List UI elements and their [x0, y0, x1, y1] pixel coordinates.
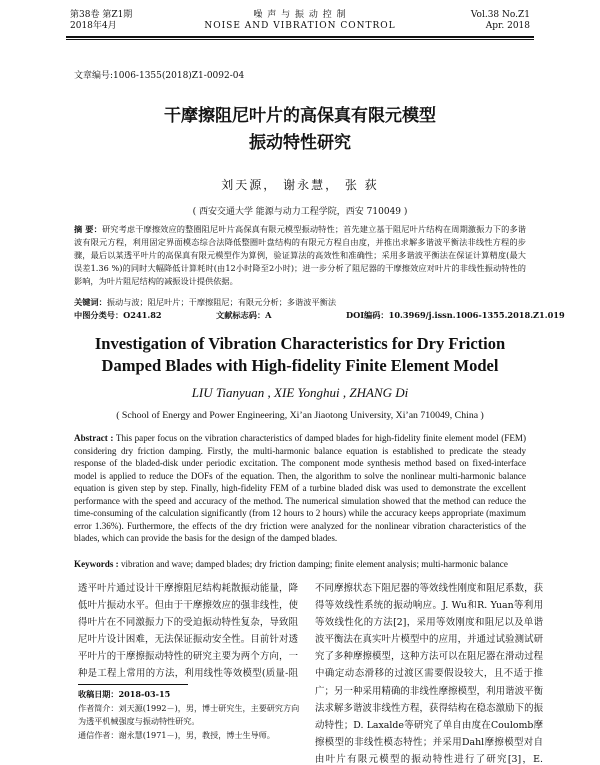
- body-column-left: 透平叶片通过设计干摩擦阻尼结构耗散振动能量，降低叶片振动水平。但由于干摩擦效应的强非线性，使得叶片在不同激振力下的受迫振动特性复杂，导致阻尼叶片设计困难，无法保证振动安全性。目前针对透平叶片的干摩擦振动特性的研究主要为两个方向，一种是工程上常用的方法，利用线性等效模型(质量-阻: [78, 583, 298, 680]
- footnote-contact: 通信作者：谢永慧(1971－)，男，教授，博士生导师。: [78, 729, 275, 740]
- date-cn: 2018年4月: [70, 21, 117, 31]
- keywords-chinese: [74, 296, 526, 308]
- title-cn-line-1: 干摩擦阻尼叶片的高保真有限元模型: [164, 106, 436, 126]
- abstract-chinese: [74, 223, 526, 288]
- footnotes: [78, 688, 303, 765]
- date-en: Apr. 2018: [485, 21, 530, 31]
- abstract-english: [74, 432, 526, 545]
- volume-issue-en: Vol.38 No.Z1: [470, 10, 530, 20]
- title-en-line-2: Damped Blades with High-fidelity Finite Element Model: [101, 356, 499, 375]
- affiliation-english: ( School of Energy and Power Engineering, Xi’an Jiaotong University, Xi’an 710049, China ): [116, 410, 484, 421]
- title-english: [0, 333, 600, 377]
- document-code: 文献标志码：A: [216, 310, 272, 320]
- authors-chinese: 刘天源， 谢永慧， 张 荻: [221, 178, 379, 192]
- title-cn-line-2: 振动特性研究: [249, 133, 351, 153]
- journal-name-en: NOISE AND VIBRATION CONTROL: [204, 21, 396, 31]
- abstract-en-text: This paper focus on the vibration characteristics of damped blades for high-fidelity finite element model (FEM) considering dry friction damping. Firstly, the multi-harmonic balance equation is established to predicate the steady response of the bladed-disk under periodic excitation. The component mode synthesis method based on fixed-interface model is applied to reduce the DOFs of the equation. Then, the algorithm to solve the nonlinear multi-harmonic balance equation is given step by step. Finally, high-fidelity FEM of a turbine bladed disk was used to demonstrate the excellent performance with the speed and accuracy of the method. The numerical simulation showed that the method can reduce the time-consuming of the calculation significantly (from 12 hours to 2 hours) while the accuracy keeps appropriate (maximum error 1.36%). Furthermore, the effects of the dry friction were analyzed for the nonlinear vibration characteristics of the blades, which can provide the basis for the design of the damped blades.: [74, 433, 526, 543]
- keywords-en-text: vibration and wave; damped blades; dry friction damping; finite element analysis; multi-harmonic balance: [120, 559, 508, 569]
- keywords-english: [74, 558, 526, 570]
- footnote-received: 收稿日期：2018-03-15: [78, 689, 171, 699]
- header-rule-thin: [66, 39, 534, 40]
- clc-number: 中图分类号：O241.82: [74, 310, 162, 320]
- body-column-right: 不同摩擦状态下阻尼器的等效线性刚度和阻尼系数，获得等效线性系统的振动响应。J. Wu和R. Yuan等利用等效线性化的方法[2]，采用等效刚度和阻尼以及单谐波平衡法在真实叶片模型中的应用，并通过试验测试研究了多种摩擦模型，这种方法可以在阻尼器在滑动过程中确定动态滑移的过渡区需要假设较大，且不适于推广；另一种采用精确的非线性摩擦模型，利用谐波平衡法求解多谐波非线性方程，获得结构在稳态激励下的振动特性；D. Laxalde等研究了单自由度在Coulomb摩擦模型的非线性模态特性；并采用Dahl摩擦模型对自由叶片有限元模型的振动特性进行了研究[3]，E.: [315, 583, 543, 765]
- footnote-author: 作者简介：刘天源(1992－)，男，博士研究生，主要研究方向为透平机械强度与振动特性研究。: [78, 702, 300, 726]
- abstract-cn-label: 摘 要：: [74, 224, 102, 234]
- footnote-rule: [78, 684, 188, 685]
- article-number: 文章编号:1006-1355(2018)Z1-0092-04: [74, 71, 245, 81]
- header-rule-thick: [66, 36, 534, 38]
- keywords-en-label: Keywords :: [74, 559, 121, 569]
- journal-name-cn: 噪 声 与 振 动 控 制: [253, 10, 347, 20]
- abstract-cn-text: 研究考虑干摩擦效应的整圈阻尼叶片高保真有限元模型振动特性；首先建立基于阻尼叶片结构在周期激振力下的多谐波有限元方程，利用固定界面模态综合法降低整圈叶盘结构的有限元方程自由度，并推出求解多谐波平衡法非线性方程的步骤，最后以某透平叶片的高保真有限元模型作为算例，验证算法的高效性和准确性；采用多谐波平衡法在保证计算精度(最大误差1.36 %)的同时大幅降低计算耗时(由12小时降至2小时)；进一步分析了阻尼器的干摩擦效应对叶片的非线性振动特性的影响，为叶片阻尼结构的减振设计提供依据。: [74, 224, 526, 286]
- journal-header: [0, 0, 600, 46]
- affiliation-chinese: ( 西安交通大学 能源与动力工程学院，西安 710049 ): [192, 207, 408, 217]
- title-chinese: [0, 103, 600, 157]
- abstract-en-label: Abstract :: [74, 433, 116, 443]
- doi: DOI编码：10.3969/j.issn.1006-1355.2018.Z1.019: [346, 310, 565, 320]
- journal-volume-issue-en: [471, 10, 530, 32]
- keywords-cn-text: 振动与波；阻尼叶片；干摩擦阻尼；有限元分析；多谐波平衡法: [106, 297, 337, 307]
- keywords-cn-label: 关键词：: [74, 297, 107, 307]
- authors-english: LIU Tianyuan , XIE Yonghui , ZHANG Di: [191, 385, 409, 400]
- volume-issue-cn: 第38卷 第Z1期: [70, 10, 133, 20]
- title-en-line-1: Investigation of Vibration Characteristics for Dry Friction: [94, 334, 506, 353]
